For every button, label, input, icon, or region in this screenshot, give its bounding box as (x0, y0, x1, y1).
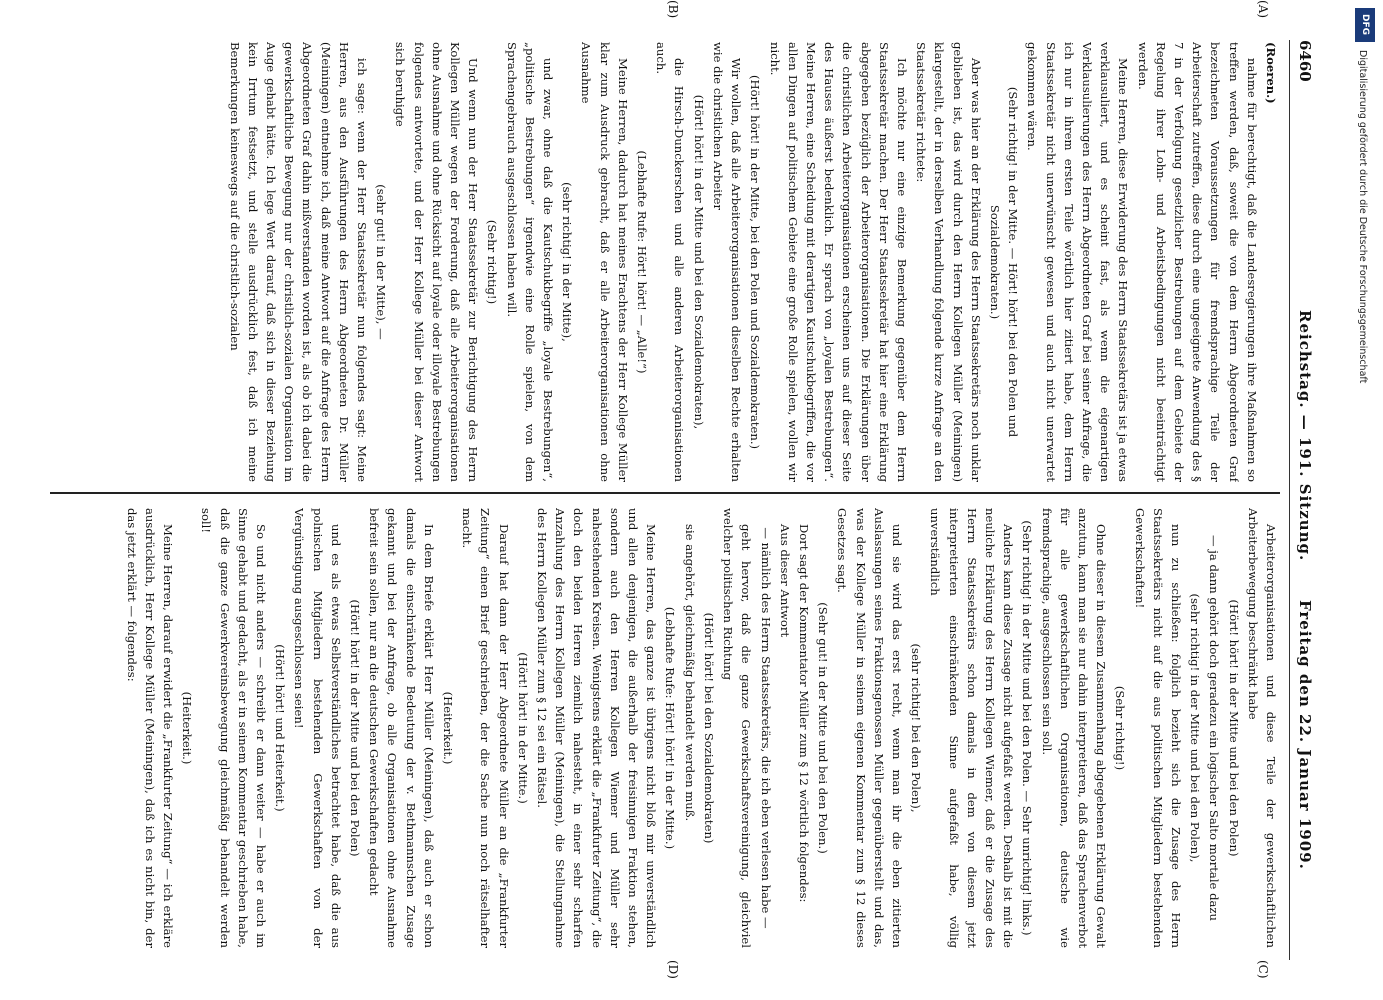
right-column-paragraph: und es als etwas Selbstverständliches betrachtet habe, daß die aus polnischen Mitgliedern bestehenden Gewerkschaften von der Vergünstigung ausgeschlossen seien! (292, 508, 343, 948)
right-column-paragraph: sie angehört, gleichmäßig behandelt werden muß. (682, 524, 697, 822)
right-column-paragraph: (Hört! hört! und Heiterkeit.) (273, 644, 288, 812)
right-column-paragraph: (Hört! hört! in der Mitte und bei den Polen) (1226, 599, 1241, 857)
left-column-paragraph: die Hirsch-Dunckerschen und alle anderen Arbeiterorganisationen auch. (654, 42, 687, 482)
right-column-paragraph: (Heiterkeit.) (180, 691, 195, 765)
right-column-paragraph: nun zu schließen: folglich bezieht sich die Zusage des Herrn Staatssekretärs nicht auf die aus politischen Mitgliedern bestehenden Gewerkschaften! (1132, 508, 1183, 948)
left-column-paragraph: (Sehr richtig! in der Mitte. — Hört! hört! bei den Polen und Sozialdemokraten.) (987, 86, 1021, 438)
right-column-paragraph: und sie wird das erst recht, wenn man ihr die eben zitierten Auslassungen seines Fraktionsgenossen Müller gegenüberstellt und das, was der Kollege Müller in seinem eigenen Kommentar zum § 12 dieses Gesetzes sagt. (835, 508, 904, 948)
left-column (50, 42, 1280, 482)
left-column-paragraph: und zwar, ohne daß die Kautschukbegriffe „loyale Bestrebungen“, „politische Bestrebungen“ irgendwie eine Rolle spielen, von dem Sprachengebrauch ausgeschlossen haben will. (504, 42, 556, 482)
left-column-paragraph: Wir wollen, daß alle Arbeiterorganisationen dieselben Rechte erhalten wie die christlichen Arbeiter (710, 42, 744, 482)
right-column-paragraph: (Hört! hört! bei den Sozialdemokraten) (701, 612, 716, 844)
dfg-notice (1353, 6, 1377, 666)
left-column-paragraph: Aber was hier an der Erklärung des Herrn Staatssekretärs noch unklar geblieben ist, das wird durch den Herrn Kollegen Müller (Meiningen) klargestellt, der in derselben Verhandlung folgende kurze Anfrage an den Staatssekretär richtete: (914, 42, 983, 482)
right-column-paragraph: (Heiterkeit.) (441, 691, 456, 765)
right-column-paragraph: Meine Herren, darauf erwidert die „Frankfurter Zeitung“ — ich erkläre ausdrücklich, Herr Kollege Müller (Meiningen), daß ich es nicht bin, der das jetzt erklärt — folgendes: (124, 508, 176, 948)
right-column-paragraph: Meine Herren, das ganze ist übrigens nicht bloß mir unverständlich und allen denjenigen, die außerhalb der freisinnigen Fraktion stehen, sondern auch den Herren Kollegen Wiemer und Müller sehr nahestehenden Kreisen. Wenigstens erklärt die „Frankfurter Zeitung“, die doch den beiden Herren ziemlich nahesteht, in einer sehr scharfen Anzahlung des Herrn Kollegen Müller (Meiningen), die Stellungnahme des Herrn Kollegen Müller zum § 12 sei ein Rätsel. (535, 508, 659, 948)
right-column-paragraph: (Hört! hört! in der Mitte.) (515, 652, 530, 804)
right-column-paragraph: (Lebhafte Rufe: Hört! hört! in der Mitte.) (663, 606, 678, 850)
left-column-paragraph: (Hört! hört! in der Mitte, bei den Polen und Sozialdemokraten.) (748, 74, 763, 450)
left-column-paragraph: (sehr richtig! in der Mitte), (560, 182, 575, 342)
left-column-paragraph: Meine Herren, dadurch hat meines Erachtens der Herr Kollege Müller klar zum Ausdruck gebracht, daß er alle Arbeiterorganisationen ohne Ausnahme (579, 42, 630, 482)
left-column-paragraph: (Lebhafte Rufe: Hört! hört! — „Alle!“) (635, 150, 650, 374)
left-column-paragraph: (sehr gut! in der Mitte), — (374, 184, 389, 340)
column-divider (50, 492, 1280, 494)
left-column-paragraph: ich sage: wenn der Herr Staatssekretär nun folgendes sagt: Meine Herren, aus den Ausführungen des Herrn Abgeordneten Dr. Müller (Meiningen) entnehme ich, daß meine Antwort auf die Anfrage des Herrn Abgeordneten Graf dahin mißverstanden worden ist, als ob ich dabei die gewerkschaftliche Bewegung nur der christlich-sozialen Organisation im Auge gehabt hätte. Ich lege Wert darauf, daß sich in dieser Beziehung kein Irrtum festsetzt, und stelle ausdrücklich fest, daß ich meine Bemerkungen keineswegs auf die christlich-sozialen (227, 42, 370, 482)
session-date: Freitag den 22. Januar 1909. (1296, 600, 1314, 870)
right-column-paragraph: Darauf hat dann der Herr Abgeordnete Müller an die „Frankfurter Zeitung“ einen Brief geschrieben, der die Sache nun noch rätselhafter macht. (460, 508, 511, 948)
right-column-paragraph: — nämlich des Herrn Staatssekretärs, die ich eben verlesen habe — (758, 527, 773, 929)
right-column-paragraph: Anders kann diese Zusage nicht aufgefaßt werden. Deshalb ist mit die neuliche Erklärung des Herrn Kollegen Wiemer, daß er die Zusage des Herrn Staatssekretärs schon damals in dem von diesem jetzt interpretierten einschränkenden Sinne aufgefaßt habe, völlig unverständlich (928, 508, 1016, 948)
left-column-paragraph: (Sehr richtig!) (485, 219, 500, 305)
right-column-paragraph: (Hört! hört! in der Mitte und bei den Polen) (348, 599, 363, 857)
dfg-logo: DFG (1355, 8, 1375, 42)
right-column-paragraph: geht hervor, daß die ganze Gewerkschaftsvereinigung, gleichviel welcher politischen Richtung (721, 508, 754, 948)
page-number: 6460 (1296, 40, 1314, 82)
dfg-notice-text: Digitalisierung gefördert durch die Deutsche Forschungsgemeinschaft (1357, 50, 1368, 384)
rotated-page (40, 0, 1320, 979)
scanned-page (40, 0, 1320, 979)
right-column-paragraph: (sehr richtig! in der Mitte und bei den Polen), (1188, 593, 1203, 863)
right-column-paragraph: Aus dieser Antwort (777, 524, 792, 638)
right-column-paragraph: — ja dann gehört doch geradezu ein logischer Salto mortale dazu (1207, 534, 1222, 922)
header-rule (1289, 40, 1290, 960)
right-column-paragraph: (Sehr richtig! in der Mitte und bei den Polen. — Sehr unrichtig! links.) (1020, 520, 1035, 936)
right-column-paragraph: (Sehr gut! in der Mitte und bei den Polen.) (816, 602, 831, 854)
right-column (50, 508, 1280, 948)
right-column-paragraph: (Sehr richtig!) (1113, 685, 1128, 771)
margin-marker-c: (C) (1256, 960, 1270, 979)
right-column-paragraph: Dort sagt der Kommentator Müller zum § 12 wörtlich folgendes: (796, 524, 811, 903)
left-column-paragraph: nahme für berechtigt, daß die Landesregierungen ihre Maßnahmen so treffen werden, daß, soweit die von dem Herrn Abgeordneten Graf bezeichneten Voraussetzungen für fremdsprachige Teile der Arbeiterschaft zutreffen, diese durch eine ungeeignete Anwendung des § 7 in der Verfolgung gesetzlicher Bestrebungen auf dem Gebiete der Regelung ihrer Lohn- und Arbeitsbedingungen nicht beeinträchtigt werden. (1135, 42, 1259, 482)
margin-marker-a: (A) (1256, 0, 1270, 19)
right-column-paragraph: Arbeiterorganisationen und diese Teile der gewerkschaftlichen Arbeiterbewegung beschränkt habe (1245, 508, 1278, 948)
left-column-paragraph: Und wenn nun der Herr Staatssekretär zur Berichtigung des Herrn Kollegen Müller wegen der Forderung, daß alle Arbeiterorganisationen ohne Ausnahme und ohne Rücksicht auf loyale oder illoyale Bestrebungen folgendes antwortete, und der Herr Kollege Müller bei dieser Antwort sich beruhigte (393, 42, 481, 482)
margin-marker-d: (D) (666, 960, 680, 979)
left-column-paragraph: (Hört! hört! in der Mitte und bei den Sozialdemokraten), (691, 94, 706, 430)
right-column-paragraph: (sehr richtig! bei den Polen), (909, 643, 924, 813)
left-column-paragraph: Meine Herren, diese Erwiderung des Herrn Staatssekretärs ist ja etwas verklausuliert, und es scheint fast, als wenn die eigenartigen Verklausulierungen des Herrn Abgeordneten Graf bei seiner Anfrage, die ich nur in ihrem ersten Teile wörtlich hier zitiert habe, dem Herrn Staatssekretär nicht unerwünscht gewesen und auch nicht unerwartet gekommen wären. (1025, 42, 1131, 482)
right-column-paragraph: Ohne dieser in diesem Zusammenhang abgegebenen Erklärung Gewalt anzutun, kann man sie nur dahin interpretieren, daß das Sprachenverbot für alle gewerkschaftlichen Organisationen, deutsche wie fremdsprachige, ausgeschlossen sein soll. (1039, 508, 1109, 948)
right-column-paragraph: So und nicht anders — schreibt er dann weiter — habe er auch im Sinne gehabt und gedacht, als er in seinem Kommentar geschrieben habe, daß die ganze Gewerkvereinsbewegung gleichmäßig behandelt werden soll! (199, 508, 269, 948)
left-column-paragraph: Ich möchte nur eine einzige Bemerkung gegenüber dem Herrn Staatssekretär machen. Der Herr Staatssekretär hat hier eine Erklärung abgegeben bezüglich der Arbeiterorganisationen. Die Erklärungen über die christlichen Arbeiterorganisationen erscheinen uns auf dieser Seite des Hauses äußerst bedenklich. Er sprach von „loyalen Bestrebungen“. Meine Herren, eine Scheidung mit derartigen Kautschukbegriffen, die vor allen Dingen auf politischem Gebiete eine große Rolle spielen, wollen wir nicht. (767, 42, 909, 482)
speaker-name: (Roeren.) (1264, 42, 1278, 104)
right-column-paragraph: In dem Briefe erklärt Herr Müller (Meiningen), daß auch er schon damals die einschränkende Bedeutung der v. Bethmannschen Zusage gekannt und bei der Anfrage, ob alle Organisationen ohne Ausnahme befreit sein sollen, nur an die deutschen Gewerkschaften gedacht (367, 508, 436, 948)
margin-marker-b: (B) (666, 0, 680, 19)
session-title: Reichstag. — 191. Sitzung. (1296, 310, 1314, 562)
